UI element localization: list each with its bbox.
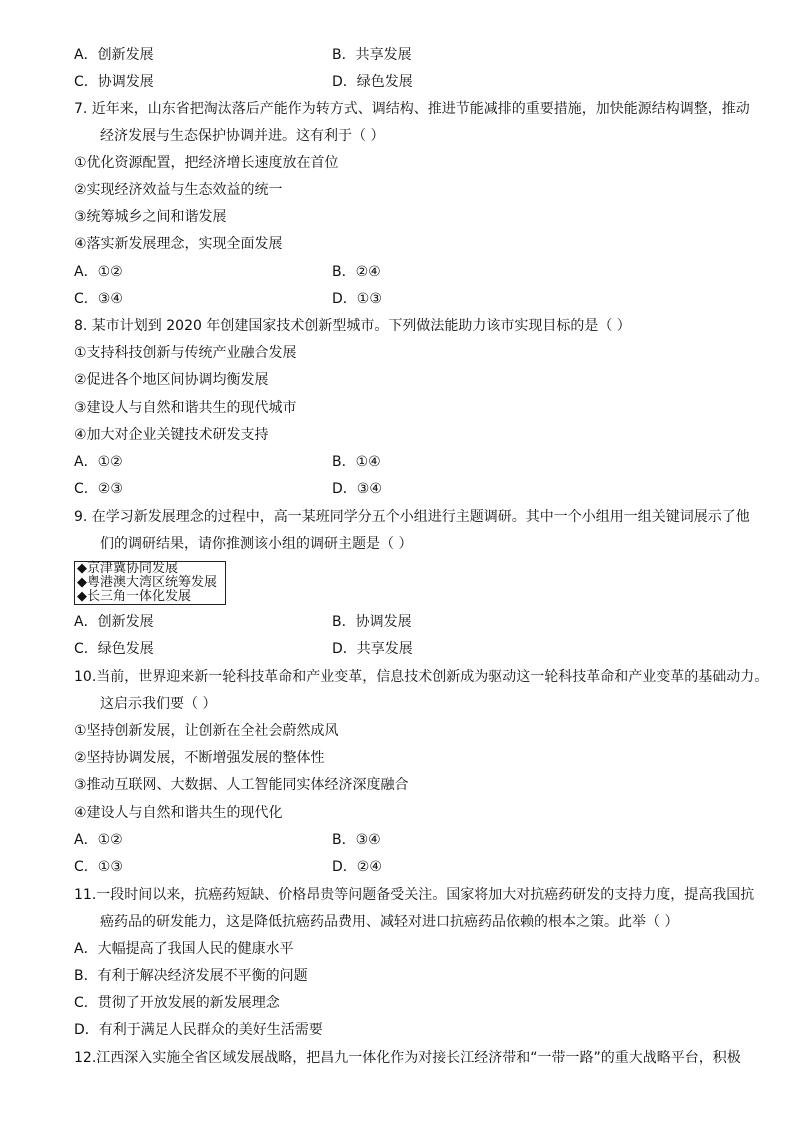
q9-keyword-box — [74, 561, 226, 605]
q10-statement-1: ①坚持创新发展，让创新在全社会蔚然成风 — [74, 723, 339, 739]
q10-option-a: A．①② — [74, 832, 123, 848]
q10-option-d: D．②④ — [332, 859, 382, 875]
q8-statement-2: ②促进各个地区间协调均衡发展 — [74, 372, 269, 388]
q7-stem-line2: 经济发展与生态保护协调并进。这有利于（ ） — [100, 128, 385, 144]
q9-option-d: D．共享发展 — [332, 641, 413, 657]
q7-option-d: D．①③ — [332, 291, 382, 307]
q11-option-a: A．大幅提高了我国人民的健康水平 — [74, 941, 294, 957]
q8-statement-1: ①支持科技创新与传统产业融合发展 — [74, 345, 297, 361]
q8-option-c: C．②③ — [74, 481, 123, 497]
q7-statement-3: ③统筹城乡之间和谐发展 — [74, 209, 227, 225]
q7-option-b: B．②④ — [332, 264, 381, 280]
q10-statement-3: ③推动互联网、大数据、人工智能同实体经济深度融合 — [74, 777, 409, 793]
q11-option-c: C．贯彻了开放发展的新发展理念 — [74, 995, 280, 1011]
q9-keyword-2: ◆粤港澳大湾区统筹发展 — [77, 575, 217, 590]
q7-statement-2: ②实现经济效益与生态效益的统一 — [74, 182, 283, 198]
q9-option-c: C．绿色发展 — [74, 641, 154, 657]
q8-stem-line1: 8. 某市计划到 2020 年创建国家技术创新型城市。下列做法能助力该市实现目标的是（ ） — [74, 318, 631, 334]
q6-option-d: D．绿色发展 — [332, 74, 413, 90]
q11-stem-line1: 11.一段时间以来，抗癌药短缺、价格昂贵等问题备受关注。国家将加大对抗癌药研发的支持力度，提高我国抗 — [74, 887, 755, 903]
q7-option-a: A．①② — [74, 264, 123, 280]
q6-option-c: C．协调发展 — [74, 74, 154, 90]
q10-option-b: B．③④ — [332, 832, 381, 848]
q7-option-c: C．③④ — [74, 291, 123, 307]
q8-option-b: B．①④ — [332, 454, 381, 470]
q7-stem-line1: 7. 近年来，山东省把淘汰落后产能作为转方式、调结构、推进节能减排的重要措施，加快能源结构调整，推动 — [74, 101, 750, 117]
q11-stem-line2: 癌药品的研发能力，这是降低抗癌药品费用、减轻对进口抗癌药品依赖的根本之策。此举（ ） — [100, 914, 679, 930]
q9-stem-line2: 们的调研结果，请你推测该小组的调研主题是（ ） — [100, 536, 413, 552]
q9-keyword-1: ◆京津冀协同发展 — [77, 561, 178, 576]
q10-statement-4: ④建设人与自然和谐共生的现代化 — [74, 805, 283, 821]
q10-stem-line2: 这启示我们要（ ） — [100, 696, 217, 712]
q10-option-c: C．①③ — [74, 859, 123, 875]
q7-statement-4: ④落实新发展理念，实现全面发展 — [74, 236, 283, 252]
q6-option-b: B．共享发展 — [332, 47, 412, 63]
q8-option-a: A．①② — [74, 454, 123, 470]
q10-statement-2: ②坚持协调发展，不断增强发展的整体性 — [74, 750, 325, 766]
q8-statement-4: ④加大对企业关键技术研发支持 — [74, 427, 269, 443]
q9-keyword-3: ◆长三角一体化发展 — [77, 589, 191, 604]
q9-stem-line1: 9. 在学习新发展理念的过程中，高一某班同学分五个小组进行主题调研。其中一个小组用一组关键词展示了他 — [74, 509, 750, 525]
q8-option-d: D．③④ — [332, 481, 382, 497]
q9-option-a: A．创新发展 — [74, 614, 154, 630]
q10-stem-line1: 10.当前，世界迎来新一轮科技革命和产业变革，信息技术创新成为驱动这一轮科技革命和产业变革的基础动力。 — [74, 669, 769, 685]
q12-stem-line1: 12.江西深入实施全省区域发展战略，把昌九一体化作为对接长江经济带和“一带一路”的重大战略平台，积极 — [74, 1050, 741, 1066]
q11-option-d: D．有利于满足人民群众的美好生活需要 — [74, 1022, 323, 1038]
q7-statement-1: ①优化资源配置，把经济增长速度放在首位 — [74, 155, 339, 171]
q8-statement-3: ③建设人与自然和谐共生的现代城市 — [74, 400, 297, 416]
q9-option-b: B．协调发展 — [332, 614, 412, 630]
q11-option-b: B．有利于解决经济发展不平衡的问题 — [74, 968, 308, 984]
q6-option-a: A．创新发展 — [74, 47, 154, 63]
